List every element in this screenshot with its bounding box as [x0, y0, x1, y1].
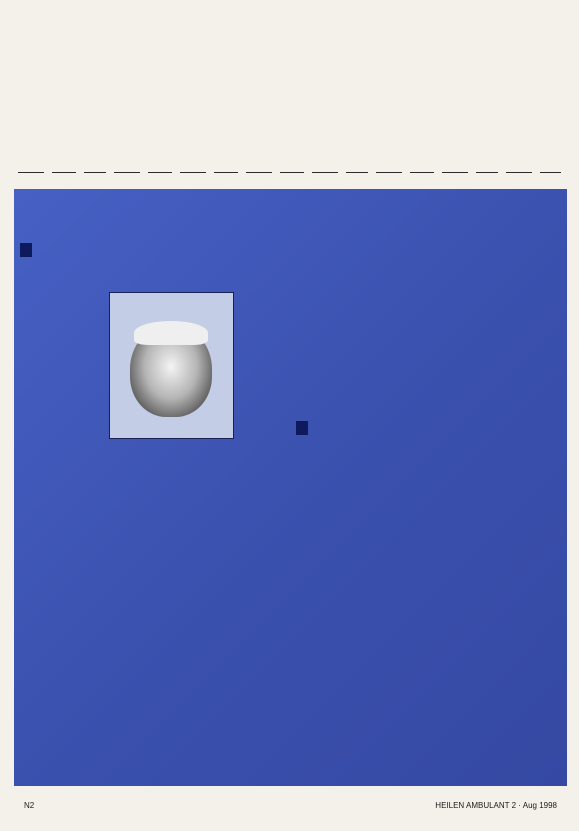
top-column-address	[384, 6, 561, 166]
separator-dashes	[18, 170, 561, 176]
portrait-photo	[109, 292, 234, 439]
top-column-left	[18, 6, 192, 166]
article-column-right	[296, 201, 560, 781]
page-footer	[24, 801, 557, 815]
blue-article-box	[14, 189, 567, 786]
journal-name: HEILEN AMBULANT 2 · Aug 1998	[435, 801, 557, 810]
portrait-hair	[134, 321, 208, 345]
top-column-middle	[199, 6, 377, 166]
page-number: N2	[24, 801, 35, 810]
top-text-columns	[18, 6, 561, 166]
